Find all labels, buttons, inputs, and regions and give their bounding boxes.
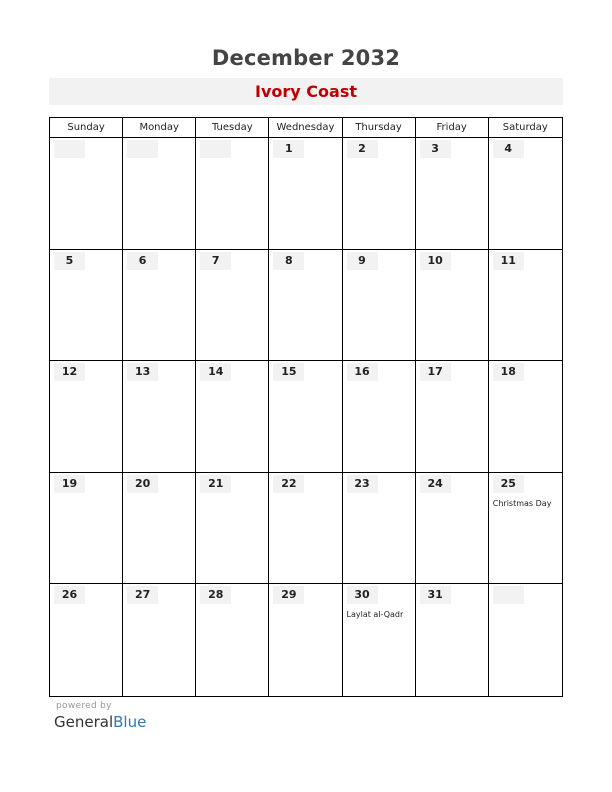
- day-number: 3: [420, 140, 451, 158]
- weekday-saturday: Saturday: [502, 122, 548, 133]
- weekday-wednesday: Wednesday: [269, 118, 342, 137]
- day-cell[interactable]: [50, 584, 123, 696]
- weekday-thursday: Thursday: [343, 118, 416, 137]
- day-number: 15: [273, 363, 304, 381]
- day-cell[interactable]: [50, 361, 123, 472]
- week-row: [50, 138, 562, 250]
- powered-by-label: powered by: [56, 701, 112, 711]
- day-number: 14: [200, 363, 231, 381]
- weeks-container: [50, 138, 562, 696]
- week-row: [50, 584, 562, 696]
- day-number: 13: [127, 363, 158, 381]
- day-cell[interactable]: [50, 138, 123, 249]
- day-number: 26: [54, 586, 85, 604]
- day-cell[interactable]: [269, 361, 342, 472]
- day-number: 19: [54, 475, 85, 493]
- day-cell[interactable]: [269, 250, 342, 361]
- country-title: Ivory Coast: [255, 82, 357, 101]
- day-number: 16: [347, 363, 378, 381]
- day-cell[interactable]: [123, 138, 196, 249]
- day-cell[interactable]: [343, 584, 416, 696]
- day-cell[interactable]: [123, 250, 196, 361]
- weekday-tuesday: Tuesday: [196, 118, 269, 137]
- day-number: [127, 140, 158, 158]
- weekday-friday: Friday: [416, 118, 489, 137]
- day-number: 31: [420, 586, 451, 604]
- day-cell[interactable]: [269, 584, 342, 696]
- day-cell[interactable]: [123, 361, 196, 472]
- day-cell[interactable]: [196, 138, 269, 249]
- day-cell[interactable]: [343, 138, 416, 249]
- holiday-label: Christmas Day: [492, 498, 552, 508]
- day-number: [54, 140, 85, 158]
- day-number: 4: [493, 140, 524, 158]
- day-cell[interactable]: [196, 361, 269, 472]
- day-number: 21: [200, 475, 231, 493]
- day-number: 8: [273, 252, 304, 270]
- day-cell[interactable]: [123, 584, 196, 696]
- day-number: 2: [347, 140, 378, 158]
- day-number: 27: [127, 586, 158, 604]
- weekday-header-row: [50, 118, 562, 138]
- weekday-sunday: Sunday: [50, 118, 123, 137]
- day-cell[interactable]: [416, 138, 489, 249]
- day-cell[interactable]: [343, 250, 416, 361]
- day-cell[interactable]: [489, 250, 562, 361]
- day-cell[interactable]: [50, 473, 123, 584]
- day-number: 7: [200, 252, 231, 270]
- day-cell[interactable]: [343, 473, 416, 584]
- day-cell[interactable]: [269, 473, 342, 584]
- day-cell[interactable]: [489, 473, 562, 584]
- day-number: 25: [493, 475, 524, 493]
- day-number: 18: [493, 363, 524, 381]
- day-cell[interactable]: [123, 473, 196, 584]
- day-cell[interactable]: [416, 473, 489, 584]
- day-cell[interactable]: [269, 138, 342, 249]
- holiday-label: Laylat al-Qadr: [346, 610, 404, 620]
- calendar-grid: [49, 117, 563, 697]
- day-number: 17: [420, 363, 451, 381]
- day-number: 6: [127, 252, 158, 270]
- weekday-monday: Monday: [123, 118, 196, 137]
- day-cell[interactable]: [489, 361, 562, 472]
- month-title: December 2032: [211, 46, 401, 70]
- day-number: 23: [347, 475, 378, 493]
- day-number: 20: [127, 475, 158, 493]
- day-cell[interactable]: [416, 361, 489, 472]
- day-number: [200, 140, 231, 158]
- day-number: 28: [200, 586, 231, 604]
- day-number: [493, 586, 524, 604]
- day-cell[interactable]: [196, 473, 269, 584]
- day-number: 1: [273, 140, 304, 158]
- week-row: [50, 473, 562, 585]
- week-row: [50, 361, 562, 473]
- day-number: 30: [347, 586, 378, 604]
- day-number: 10: [420, 252, 451, 270]
- day-number: 29: [273, 586, 304, 604]
- day-cell[interactable]: [343, 361, 416, 472]
- day-cell[interactable]: [489, 138, 562, 249]
- day-cell[interactable]: [489, 584, 562, 696]
- day-number: 12: [54, 363, 85, 381]
- day-cell[interactable]: [416, 584, 489, 696]
- day-cell[interactable]: [196, 584, 269, 696]
- week-row: [50, 250, 562, 362]
- brand-logo[interactable]: [54, 713, 146, 731]
- day-number: 9: [347, 252, 378, 270]
- day-cell[interactable]: [416, 250, 489, 361]
- day-number: 24: [420, 475, 451, 493]
- day-number: 11: [493, 252, 524, 270]
- day-number: 22: [273, 475, 304, 493]
- day-cell[interactable]: [50, 250, 123, 361]
- day-cell[interactable]: [196, 250, 269, 361]
- brand-general-text: General: [54, 713, 114, 731]
- brand-blue-text: Blue: [113, 713, 147, 731]
- day-number: 5: [54, 252, 85, 270]
